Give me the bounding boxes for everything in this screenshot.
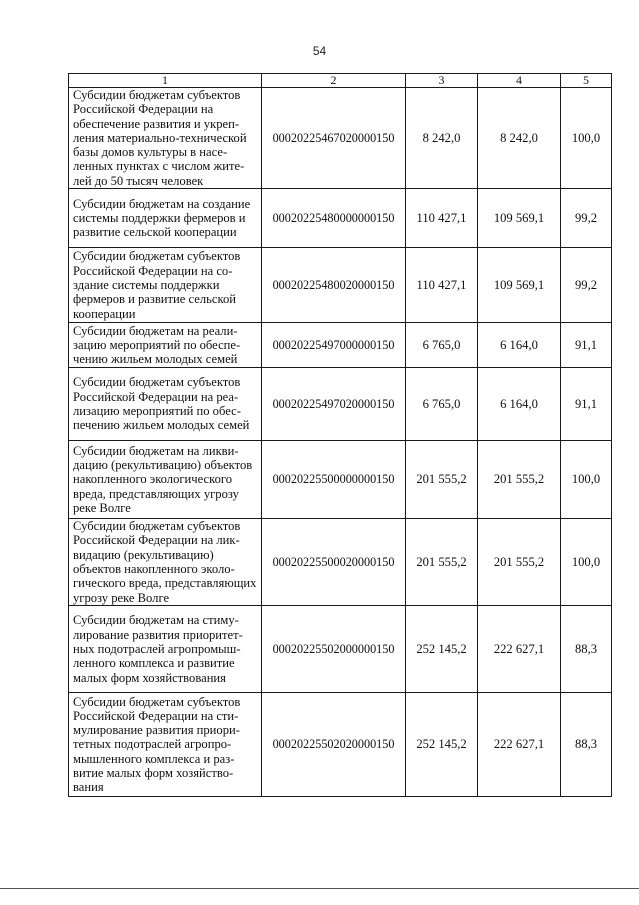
row-fact: 109 569,1 (478, 189, 561, 248)
row-percent: 100,0 (561, 519, 612, 606)
table-row (69, 368, 612, 441)
row-code: 00020225480020000150 (262, 248, 406, 323)
row-fact: 109 569,1 (478, 248, 561, 323)
table-row (69, 606, 612, 693)
table-row (69, 441, 612, 519)
row-plan: 110 427,1 (406, 248, 478, 323)
row-plan: 8 242,0 (406, 88, 478, 189)
row-name: Субсидии бюджетам субъектов Российской Федерации на создание системы поддержки фермеров и развитие сельской кооперации (69, 248, 262, 323)
row-percent: 88,3 (561, 606, 612, 693)
row-code: 00020225502020000150 (262, 693, 406, 797)
row-percent: 88,3 (561, 693, 612, 797)
row-code: 00020225497000000150 (262, 323, 406, 368)
row-fact: 6 164,0 (478, 368, 561, 441)
column-header-3: 3 (406, 74, 478, 88)
page-number: 54 (312, 44, 327, 58)
row-name: Субсидии бюджетам субъектов Российской Федерации на ликвидацию (рекультивацию) объектов накопленного экологического вреда, представляющих угрозу реке Волге (69, 519, 262, 606)
row-plan: 252 145,2 (406, 693, 478, 797)
row-code: 00020225480000000150 (262, 189, 406, 248)
row-code: 00020225502000000150 (262, 606, 406, 693)
column-header-4: 4 (478, 74, 561, 88)
row-plan: 201 555,2 (406, 519, 478, 606)
row-plan: 6 765,0 (406, 323, 478, 368)
row-name: Субсидии бюджетам субъектов Российской Федерации на стимулирование развития приоритетных подотраслей агропромышленного комплекса и развитие малых форм хозяйствования (69, 693, 262, 797)
row-plan: 6 765,0 (406, 368, 478, 441)
table-row (69, 693, 612, 797)
row-name: Субсидии бюджетам на стимулирование развития приоритетных подотраслей агропромышленного комплекса и развитие малых форм хозяйствования (69, 606, 262, 693)
row-name: Субсидии бюджетам субъектов Российской Федерации на реализацию мероприятий по обеспечению жильем молодых семей (69, 368, 262, 441)
table-row (69, 323, 612, 368)
row-code: 00020225467020000150 (262, 88, 406, 189)
row-fact: 201 555,2 (478, 519, 561, 606)
row-percent: 91,1 (561, 323, 612, 368)
table-row (69, 88, 612, 189)
row-code: 00020225497020000150 (262, 368, 406, 441)
row-fact: 222 627,1 (478, 606, 561, 693)
row-percent: 100,0 (561, 441, 612, 519)
column-header-2: 2 (262, 74, 406, 88)
row-fact: 8 242,0 (478, 88, 561, 189)
row-percent: 99,2 (561, 248, 612, 323)
column-header-1: 1 (69, 74, 262, 88)
row-fact: 6 164,0 (478, 323, 561, 368)
row-plan: 201 555,2 (406, 441, 478, 519)
budget-table (68, 73, 612, 797)
row-plan: 252 145,2 (406, 606, 478, 693)
table-row (69, 189, 612, 248)
row-percent: 99,2 (561, 189, 612, 248)
row-fact: 222 627,1 (478, 693, 561, 797)
row-code: 00020225500020000150 (262, 519, 406, 606)
column-header-5: 5 (561, 74, 612, 88)
page-bottom-edge (0, 888, 639, 889)
row-name: Субсидии бюджетам субъектов Российской Федерации на обеспечение развития и укрепления материально-технической базы домов культуры в населенных пунктах с числом жителей до 50 тысяч человек (69, 88, 262, 189)
row-name: Субсидии бюджетам на ликвидацию (рекультивацию) объектов накопленного экологического вреда, представляющих угрозу реке Волге (69, 441, 262, 519)
table-header-row (69, 74, 612, 88)
row-code: 00020225500000000150 (262, 441, 406, 519)
row-plan: 110 427,1 (406, 189, 478, 248)
row-fact: 201 555,2 (478, 441, 561, 519)
table-row (69, 519, 612, 606)
row-percent: 100,0 (561, 88, 612, 189)
row-name: Субсидии бюджетам на реализацию мероприятий по обеспечению жильем молодых семей (69, 323, 262, 368)
row-name: Субсидии бюджетам на создание системы поддержки фермеров и развитие сельской кооперации (69, 189, 262, 248)
table-row (69, 248, 612, 323)
row-percent: 91,1 (561, 368, 612, 441)
